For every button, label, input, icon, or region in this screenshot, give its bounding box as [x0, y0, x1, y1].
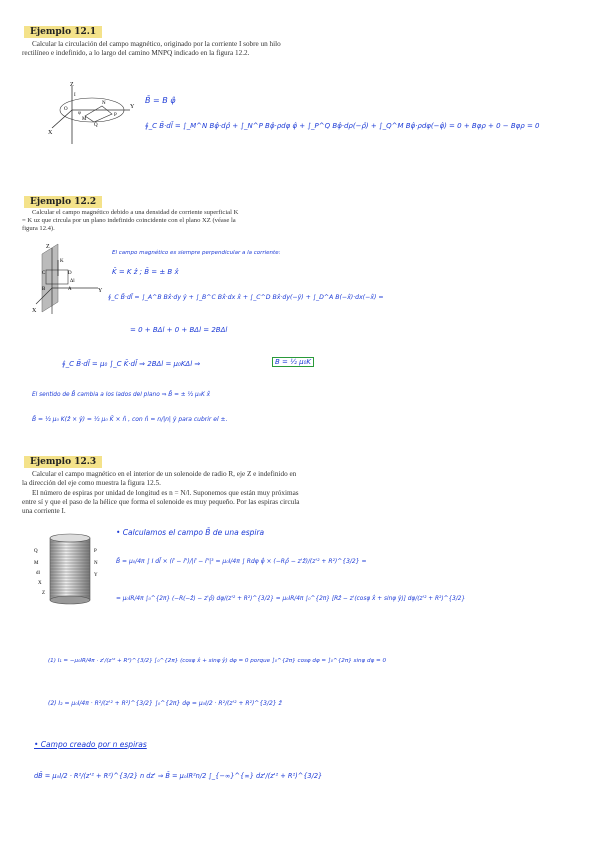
example-title: Ejemplo 12.1	[24, 26, 102, 38]
handwritten-note: ∮_C B̄·dl̄ = ∫_M^N Bφ̂·dρ̂ + ∫_N^P Bφ̂·ρdφ φ̂ + ∫_P^Q Bφ̂·dρ(−ρ̂) + ∫_Q^M Bφ̂·ρdφ(−φ̂) = 0 + Bφρ + 0 − Bφρ = 0	[145, 122, 540, 130]
handwritten-note: ∮_C B̄·dl̄ = ∫_A^B Bx̂·dy ŷ + ∫_B^C Bx̂·dx x̂ + ∫_C^D Bx̂·dy(−ŷ) + ∫_D^A B(−x̂)·dx(−x̂) =	[108, 294, 384, 301]
label-o: O	[64, 107, 68, 112]
label-x: X	[38, 581, 42, 586]
handwritten-note: ∮_C B̄·dl̄ = μ₀ ∫_C K̄·dl̄ ⇒ 2BΔl = μ₀KΔl ⇒	[62, 360, 201, 368]
handwritten-note: (1) I₁ = −μ₀IR/4π · z'/(z'² + R²)^{3/2} ∫₀^{2π} (cosφ x̂ + sinφ ŷ) dφ = 0 porque ∫₀^{2π} cosφ dφ = ∫₀^{2π} sinφ dφ = 0	[48, 658, 387, 664]
label-x: X	[48, 130, 53, 136]
example-title: Ejemplo 12.3	[24, 456, 102, 468]
label-d: D	[68, 271, 72, 276]
label-y: Y	[130, 104, 135, 110]
label-y: Y	[98, 288, 103, 294]
example-statement: El número de espiras por unidad de longitud es n = N/l. Suponemos que están muy próximas entre sí y que el paso de la hélice que forma el solenoide es muy pequeño. Por las espiras circula una corriente I.	[22, 489, 300, 515]
example-title: Ejemplo 12.2	[24, 196, 102, 208]
handwritten-note: dB̄ = μ₀I/2 · R²/(z'² + R²)^{3/2} n dz' ⇒ B̄ = μ₀IR²n/2 ∫_{−∞}^{∞} dz'/(z'² + R²)^{3/2}	[34, 772, 323, 780]
handwritten-note: • Campo creado por n espiras	[34, 740, 147, 749]
path-mnpq	[85, 106, 112, 122]
label-x: X	[32, 308, 37, 314]
label-delta-l: Δl	[70, 279, 75, 284]
figure-12-4	[28, 238, 118, 318]
label-b: B	[42, 287, 46, 292]
label-z: Z	[42, 591, 46, 596]
example-statement: Calcular el campo magnético debido a una densidad de corriente superficial K = K uz que circula por un plano indefinido coincidente con el plano XZ (véase la figura 12.4).	[22, 209, 239, 232]
result-box: B = ½ μ₀K	[272, 357, 314, 367]
label-m: M	[34, 561, 39, 566]
x-axis	[52, 110, 72, 128]
example-statement: Calcular el campo magnético en el interior de un solenoide de radio R, eje Z e indefinido en la dirección del eje como muestra la figura 12.5.	[22, 470, 297, 487]
label-dl: dl	[36, 571, 40, 576]
handwritten-note: B̄ = B φ̂	[145, 96, 176, 105]
label-k: K	[60, 259, 64, 264]
label-n: N	[94, 561, 98, 566]
label-a: A	[68, 287, 72, 292]
label-c: C	[42, 271, 46, 276]
handwritten-note: (2) I₂ = μ₀I/4π · R²/(z'² + R²)^{3/2} ∫₀^{2π} dφ = μ₀I/2 · R²/(z'² + R²)^{3/2} ẑ	[48, 700, 282, 707]
solenoid-bottom	[50, 596, 90, 604]
handwritten-note: = 0 + BΔl + 0 + BΔl = 2BΔl	[130, 326, 228, 334]
figure-12-2	[30, 80, 140, 150]
figure-12-5	[28, 530, 118, 610]
label-q: Q	[34, 549, 38, 554]
current-plane	[42, 244, 58, 312]
handwritten-note: • Calculamos el campo B̄ de una espira	[116, 528, 265, 537]
example-statement: Calcular la circulación del campo magnético, originado por la corriente I sobre un hilo rectilíneo e indefinido, a lo largo del camino MNPQ indicado en la figura 12.2.	[22, 40, 281, 57]
label-m: M	[82, 117, 87, 122]
label-y: Y	[94, 573, 98, 578]
label-z: Z	[46, 244, 50, 250]
label-i: I	[74, 93, 76, 98]
label-q: Q	[94, 123, 98, 128]
label-p: P	[114, 113, 117, 118]
label-p: P	[94, 549, 97, 554]
handwritten-note: B̄ = μ₀/4π ∫ I dl̄ × (r̄ − r̄')/|r̄ − r̄'|³ = μ₀I/4π ∫ Rdφ φ̂ × (−Rρ̂ − z'ẑ)/(z'² + R²)^{3/2} =	[116, 558, 367, 565]
handwritten-note: K̄ = K ẑ ; B̄ = ± B x̂	[112, 268, 179, 276]
handwritten-note: El campo magnético es siempre perpendicular a la corriente:	[112, 250, 281, 256]
label-z: Z	[70, 82, 74, 88]
label-phi: φ	[78, 111, 81, 116]
label-n: N	[102, 101, 106, 106]
solenoid-top	[50, 534, 90, 542]
handwritten-note: B̄ = ½ μ₀ K(ẑ × ŷ) = ½ μ₀ K̄ × n̂ , con n̂ = n/|n| ŷ para cubrir el ±.	[32, 416, 228, 423]
handwritten-note: El sentido de B̄ cambia a los lados del plano ⇒ B̄ = ± ½ μ₀K x̂	[32, 392, 211, 398]
handwritten-note: = μ₀IR/4π ∫₀^{2π} (−R(−ẑ) − z'ρ̂) dφ/(z'² + R²)^{3/2} = μ₀IR/4π ∫₀^{2π} [Rẑ − z'(cosφ x̂ + sinφ ŷ)] dφ/(z'² + R²)^{3/2}	[116, 596, 466, 602]
